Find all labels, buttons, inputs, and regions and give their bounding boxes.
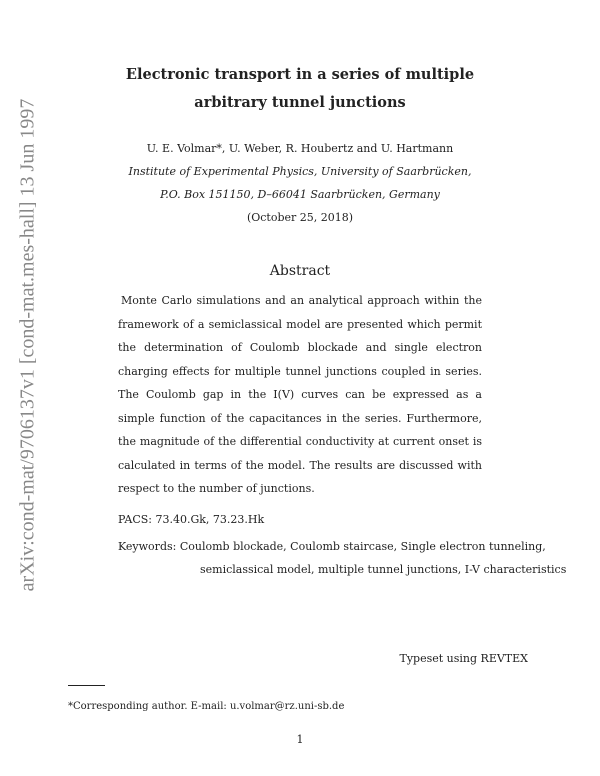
date: (October 25, 2018) (246, 211, 354, 224)
title-line-1: Electronic transport in a series of multiple (125, 66, 475, 83)
page-number: 1 (296, 733, 304, 746)
keywords-line-1: Keywords: Coulomb blockade, Coulomb staircase, Single electron tunneling, (118, 540, 546, 553)
footnote-rule (68, 685, 105, 686)
pacs: PACS: 73.40.Gk, 73.23.Hk (118, 513, 265, 526)
affiliation-line-2: P.O. Box 151150, D–66041 Saarbrücken, Germany (160, 188, 440, 201)
authors: U. E. Volmar*, U. Weber, R. Houbertz and U. Hartmann (146, 142, 454, 155)
abstract-heading: Abstract (269, 263, 331, 279)
typeset-note: Typeset using REVTEX (399, 652, 528, 665)
affiliation-line-1: Institute of Experimental Physics, University of Saarbrücken, (128, 165, 472, 178)
keywords-line-2: semiclassical model, multiple tunnel junctions, I-V characteristics (200, 563, 567, 576)
footnote: *Corresponding author. E-mail: u.volmar@rz.uni-sb.de (68, 701, 345, 712)
abstract-text: Monte Carlo simulations and an analytical approach within the framework of a semiclassical model are presented which permit the determination of Coulomb blockade and single electron charging effects for multiple tunnel junctions coupled in series. The Coulomb gap in the I(V) curves can be expressed as a simple function of the capacitances in the series. Furthermore, the magnitude of the differential conductivity at current onset is calculated in terms of the model. The results are discussed with respect to the number of junctions. (118, 294, 482, 495)
arxiv-side-stamp: arXiv:cond-mat/9706137v1 [cond-mat.mes-hall] 13 Jun 1997 (16, 98, 39, 592)
title-line-2: arbitrary tunnel junctions (194, 94, 406, 111)
